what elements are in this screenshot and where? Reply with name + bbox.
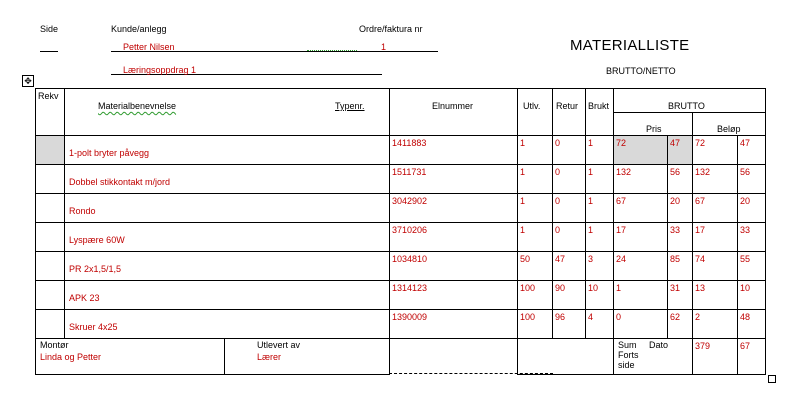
pris-ore-cell[interactable]: 33: [668, 223, 693, 252]
resize-handle-icon[interactable]: [768, 375, 776, 383]
material-table: [35, 88, 766, 375]
rekv-cell[interactable]: [36, 194, 65, 223]
page-title: MATERIALLISTE: [570, 37, 690, 54]
sum-kr-cell[interactable]: 379: [693, 339, 738, 375]
assignment-text[interactable]: Læringsoppdrag 1: [123, 65, 197, 75]
page-subtitle: BRUTTO/NETTO: [606, 66, 676, 76]
move-handle-icon[interactable]: ✥: [22, 75, 34, 87]
elnummer-cell[interactable]: 3710206: [390, 223, 518, 252]
spellcheck-mark: [307, 46, 357, 51]
pris-ore-cell[interactable]: 62: [668, 310, 693, 339]
side-label: Side: [40, 24, 59, 34]
retur-cell[interactable]: 0: [553, 136, 586, 165]
belop-ore-cell[interactable]: 55: [738, 252, 766, 281]
brukt-cell[interactable]: 1: [586, 194, 614, 223]
belop-kr-cell[interactable]: 17: [693, 223, 738, 252]
table-row[interactable]: [36, 252, 766, 281]
material-cell[interactable]: 1-polt bryter påvegg: [65, 136, 390, 165]
belop-kr-cell[interactable]: 67: [693, 194, 738, 223]
elnummer-cell[interactable]: 1314123: [390, 281, 518, 310]
brukt-cell[interactable]: 3: [586, 252, 614, 281]
belop-ore-cell[interactable]: 48: [738, 310, 766, 339]
order-label: Ordre/faktura nr: [359, 24, 423, 34]
belop-kr-cell[interactable]: 132: [693, 165, 738, 194]
pris-kr-cell[interactable]: 1: [614, 281, 668, 310]
customer-label: Kunde/anlegg: [111, 24, 167, 34]
rekv-cell[interactable]: [36, 165, 65, 194]
utlv-cell[interactable]: 100: [518, 281, 553, 310]
utlv-cell[interactable]: 50: [518, 252, 553, 281]
rekv-cell[interactable]: [36, 281, 65, 310]
material-cell[interactable]: APK 23: [65, 281, 390, 310]
rekv-cell[interactable]: [36, 136, 65, 165]
pris-ore-cell[interactable]: 47: [668, 136, 693, 165]
order-number[interactable]: 1: [381, 42, 387, 52]
brukt-cell[interactable]: 4: [586, 310, 614, 339]
rekv-cell[interactable]: [36, 223, 65, 252]
belop-ore-cell[interactable]: 47: [738, 136, 766, 165]
brukt-cell[interactable]: 10: [586, 281, 614, 310]
col-header-material: Materialbenevnelse Typenr.: [65, 89, 390, 136]
col-header-pris: Pris: [614, 113, 693, 136]
material-cell[interactable]: Rondo: [65, 194, 390, 223]
rekv-cell[interactable]: [36, 310, 65, 339]
pris-kr-cell[interactable]: 24: [614, 252, 668, 281]
col-header-utlv: Utlv.: [518, 89, 553, 136]
belop-kr-cell[interactable]: 74: [693, 252, 738, 281]
elnummer-cell[interactable]: 3042902: [390, 194, 518, 223]
utlevert-cell[interactable]: Utlevert av Lærer: [225, 339, 390, 375]
belop-ore-cell[interactable]: 56: [738, 165, 766, 194]
footer-row: [36, 339, 766, 375]
elnummer-cell[interactable]: 1411883: [390, 136, 518, 165]
pris-ore-cell[interactable]: 56: [668, 165, 693, 194]
side-field-line: [40, 51, 58, 52]
belop-kr-cell[interactable]: 13: [693, 281, 738, 310]
sum-ore-cell[interactable]: 67: [738, 339, 766, 375]
retur-cell[interactable]: 96: [553, 310, 586, 339]
material-cell[interactable]: Skruer 4x25: [65, 310, 390, 339]
table-row[interactable]: [36, 136, 766, 165]
utlv-cell[interactable]: 1: [518, 194, 553, 223]
retur-cell[interactable]: 90: [553, 281, 586, 310]
col-header-belop: Beløp: [693, 113, 766, 136]
brukt-cell[interactable]: 1: [586, 136, 614, 165]
dato-cell[interactable]: Dato: [518, 339, 614, 375]
material-cell[interactable]: PR 2x1,5/1,5: [65, 252, 390, 281]
pris-kr-cell[interactable]: 17: [614, 223, 668, 252]
belop-kr-cell[interactable]: 72: [693, 136, 738, 165]
table-row[interactable]: [36, 223, 766, 252]
sum-label-cell: Sum Forts side: [614, 339, 693, 375]
table-row[interactable]: [36, 281, 766, 310]
pris-kr-cell[interactable]: 72: [614, 136, 668, 165]
pris-ore-cell[interactable]: 20: [668, 194, 693, 223]
retur-cell[interactable]: 0: [553, 194, 586, 223]
elnummer-cell[interactable]: 1511731: [390, 165, 518, 194]
retur-cell[interactable]: 47: [553, 252, 586, 281]
col-header-rekv: Rekv: [36, 89, 65, 136]
utlv-cell[interactable]: 1: [518, 165, 553, 194]
col-header-elnummer: Elnummer: [390, 89, 518, 136]
pris-ore-cell[interactable]: 85: [668, 252, 693, 281]
belop-ore-cell[interactable]: 33: [738, 223, 766, 252]
brukt-cell[interactable]: 1: [586, 223, 614, 252]
col-header-brutto: BRUTTO: [614, 89, 766, 113]
belop-ore-cell[interactable]: 10: [738, 281, 766, 310]
utlv-cell[interactable]: 1: [518, 223, 553, 252]
retur-cell[interactable]: 0: [553, 165, 586, 194]
montor-cell[interactable]: Montør Linda og Petter: [36, 339, 225, 375]
signature-dashed-line: [389, 373, 553, 374]
col-header-brukt: Brukt: [586, 89, 614, 136]
material-cell[interactable]: Lyspære 60W: [65, 223, 390, 252]
elnummer-cell[interactable]: 1034810: [390, 252, 518, 281]
table-row[interactable]: [36, 194, 766, 223]
table-row[interactable]: [36, 165, 766, 194]
elnummer-cell[interactable]: 1390009: [390, 310, 518, 339]
signature-cell[interactable]: [390, 339, 518, 375]
pris-kr-cell[interactable]: 132: [614, 165, 668, 194]
utlv-cell[interactable]: 100: [518, 310, 553, 339]
retur-cell[interactable]: 0: [553, 223, 586, 252]
utlv-cell[interactable]: 1: [518, 136, 553, 165]
belop-ore-cell[interactable]: 20: [738, 194, 766, 223]
customer-name[interactable]: Petter Nilsen: [123, 42, 175, 52]
pris-kr-cell[interactable]: 0: [614, 310, 668, 339]
material-cell[interactable]: Dobbel stikkontakt m/jord: [65, 165, 390, 194]
pris-ore-cell[interactable]: 31: [668, 281, 693, 310]
belop-kr-cell[interactable]: 2: [693, 310, 738, 339]
pris-kr-cell[interactable]: 67: [614, 194, 668, 223]
table-row[interactable]: [36, 310, 766, 339]
brukt-cell[interactable]: 1: [586, 165, 614, 194]
col-header-retur: Retur: [553, 89, 586, 136]
rekv-cell[interactable]: [36, 252, 65, 281]
